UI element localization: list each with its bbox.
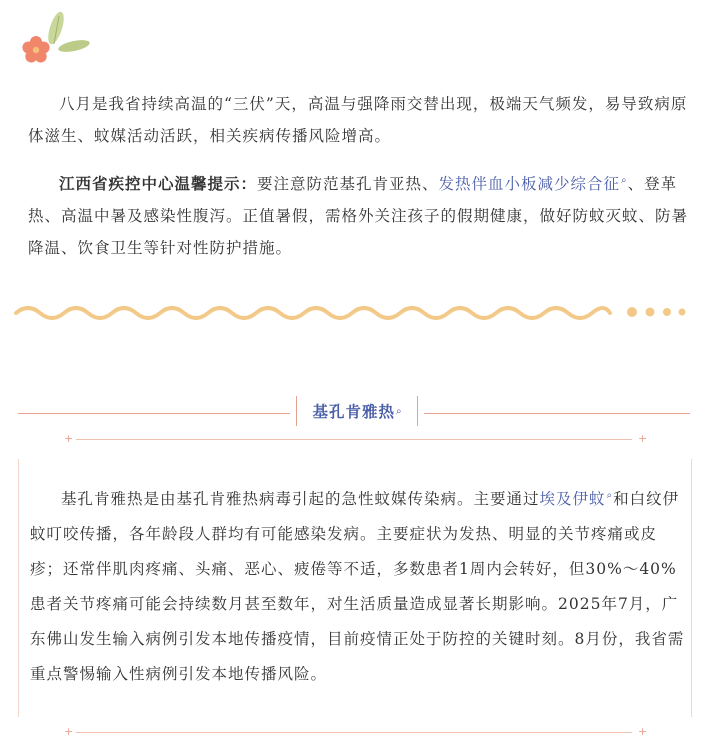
plus-mark: + xyxy=(64,725,74,738)
wave-divider xyxy=(14,298,704,328)
section-heading xyxy=(296,396,418,426)
plus-mark: + xyxy=(638,725,648,738)
section-body xyxy=(30,478,686,692)
heading-rule-left xyxy=(18,413,290,414)
heading-rule-right xyxy=(424,413,690,414)
separator-line xyxy=(76,732,632,733)
search-icon[interactable]: ⌕ xyxy=(395,405,402,417)
tip-lead: 江西省疾控中心温馨提示： xyxy=(59,174,258,194)
body-part1: 基孔肯雅热是由基孔肯雅热病毒引起的急性蚊媒传染病。主要通过 xyxy=(61,490,540,509)
sfts-link[interactable]: 发热伴血小板减少综合征 xyxy=(438,175,621,194)
search-icon[interactable]: ⌕ xyxy=(621,175,628,186)
separator-line xyxy=(76,439,632,440)
plus-mark: + xyxy=(64,432,74,445)
body-part2: 和白纹伊蚊叮咬传播，各年龄段人群均有可能感染发病。主要症状为发热、明显的关节疼痛或皮疹；还常伴肌肉疼痛、头痛、恶心、疲倦等不适，多数患者1周内会转好，但30%～40%患者关节疼痛可能会持续数月甚至数年，对生活质量造成显著长期影响。2025年7月，广东佛山发生输入病例引发本地传播疫情，目前疫情正处于防控的关键时刻。8月份，我省需重点警惕输入性病例引发本地传播风险。 xyxy=(30,490,685,684)
tip-paragraph xyxy=(28,165,688,264)
tip-text-part2: 、登革热、高温中暑及感染性腹泻。正值暑假，需格外关注孩子的假期健康，做好防蚊灭蚊、防暑降温、饮食卫生等针对性防护措施。 xyxy=(28,175,689,258)
tip-text-part1: 要注意防范基孔肯亚热、 xyxy=(257,175,439,194)
search-icon[interactable]: ⌕ xyxy=(606,490,614,501)
intro-paragraph: 八月是我省持续高温的“三伏”天，高温与强降雨交替出现，极端天气频发，易导致病原体滋生、蚊媒活动活跃，相关疾病传播风险增高。 xyxy=(28,95,688,145)
aedes-aegypti-link[interactable]: 埃及伊蚊 xyxy=(539,490,606,509)
section-heading-text[interactable]: 基孔肯雅热 xyxy=(312,403,395,421)
flower-icon xyxy=(14,8,98,70)
plus-mark: + xyxy=(638,432,648,445)
